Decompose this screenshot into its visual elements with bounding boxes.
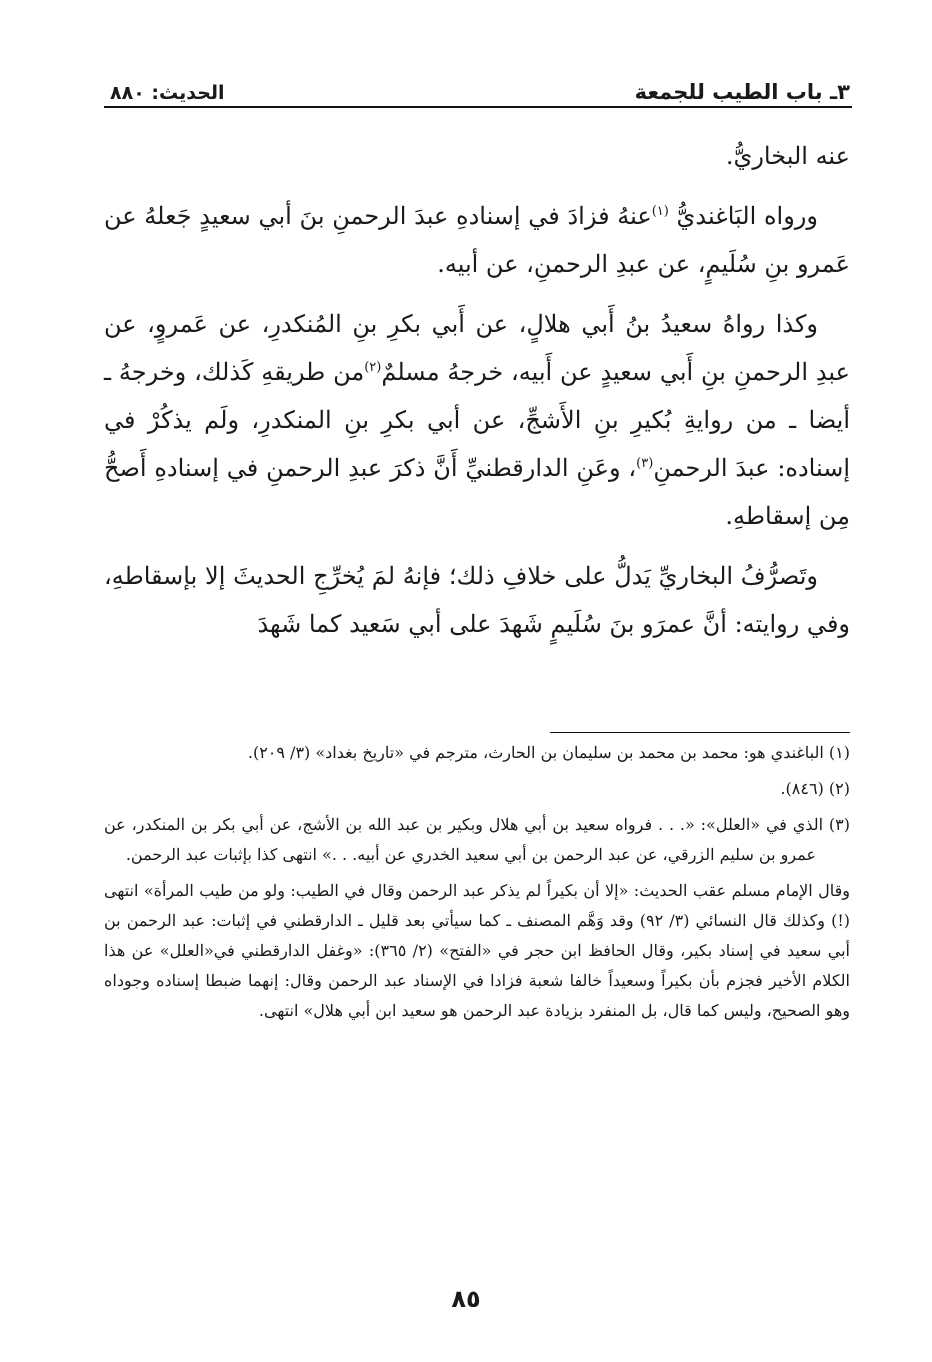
paragraph-text: عنه البخاريُّ. (725, 142, 850, 170)
paragraph-text: وكذا رواهُ سعيدُ بنُ أَبي هلالٍ، عن أَبي بكرِ بنِ المُنكدرِ، عن عَمروٍ، عن عبدِ الرحمنِ بنِ أَبي سعيدٍ عن أَبيه، خرجهُ مسلمٌ (104, 310, 850, 386)
paragraph (104, 192, 850, 288)
paragraph-text: من طريقهِ كَذلك، وخرجهُ ـ أيضا ـ من روايةِ بُكيرِ بنِ الأَشجِّ، عن أبي بكرِ بنِ المنكدرِ، ولَم يذكُرْ في إسناده: عبدَ الرحمنِ (104, 358, 850, 482)
footnote-2: (٢) (٨٤٦). (780, 779, 850, 798)
paragraph (104, 132, 850, 180)
paragraph-text: ورواه البَاغنديُّ (668, 202, 818, 230)
header-divider (104, 106, 852, 108)
hadith-number: الحديث: ٨٨٠ (110, 82, 225, 104)
running-header (110, 70, 850, 104)
footnote-1: (١) الباغندي هو: محمد بن محمد بن سليمان بن الحارث، مترجم في «تاريخ بغداد» (٣/ ٢٠٩). (247, 743, 850, 762)
footnote-marker[interactable]: (٢) (364, 360, 382, 375)
footnote-marker[interactable]: (١) (651, 204, 669, 219)
page-number: ٨٥ (451, 1285, 481, 1313)
footnote-marker[interactable]: (٣) (636, 456, 654, 471)
footnote-continuation: وقال الإمام مسلم عقب الحديث: «إلا أن بكيراً لم يذكر عبد الرحمن وقال في الطيب: ولو من طيب المرأة» انتهى (!) وكذلك قال النسائي (٣/ ٩٢) وقد وَهَّم المصنف ـ كما سيأتي بعد قليل ـ الدارقطني في إثبات: عبد الرحمن بن أبي سعيد في إسناد بكير، وقال الحافظ ابن حجر في «الفتح» (٢/ ٣٦٥): «وغفل الدارقطني في«العلل» عن هذا الكلام الأخير فجزم بأن بكيراً وسعيداً خالفا شعبة فزادا في الإسناد عبد الرحمن وقال: إنهما ضبطا إسناده وجوداه وهو الصحيح، وليس كما قال، بل المنفرد بزيادة عبد الرحمن هو سعيد ابن أبي هلال» انتهى. (104, 881, 850, 1020)
paragraph-text: ، وعَنِ الدارقطنيِّ أَنَّ ذكرَ عبدِ الرحمنِ في إسنادهِ أَصحُّ مِن إسقاطهِ. (104, 454, 850, 530)
main-text (104, 132, 850, 648)
paragraph (104, 552, 850, 648)
chapter-title: ٣ـ باب الطيب للجمعة (634, 80, 850, 104)
paragraph-text: وتَصرُّفُ البخاريِّ يَدلُّ على خلافِ ذلك؛ فإنهُ لمَ يُخرِّجِ الحديثَ إلا بإسقاطهِ، وفي روايته: أنَّ عمرَو بنَ سُلَيمٍ شَهدَ على أبي سَعيد كما شَهدَ (104, 562, 850, 638)
footnote-3: (٣) الذي في «العلل»: «. . . فرواه سعيد بن أبي هلال وبكير بن عبد الله بن الأشج، عن أبي بكر بن المنكدر، عن عمرو بن سليم الزرقي، عن عبد الرحمن بن أبي سعيد الخدري عن أبيه. . .» انتهى كذا بإثبات عبد الرحمن. (104, 815, 851, 864)
footnotes (104, 738, 850, 1026)
paragraph (104, 300, 850, 540)
footnote-separator (550, 732, 850, 733)
paragraph-text: عنهُ فزادَ في إسنادهِ عبدَ الرحمنِ بنَ أبي سعيدٍ جَعلهُ عن عَمرو بنِ سُلَيمٍ، عن عبدِ الرحمنِ، عن أبيه. (104, 202, 850, 278)
